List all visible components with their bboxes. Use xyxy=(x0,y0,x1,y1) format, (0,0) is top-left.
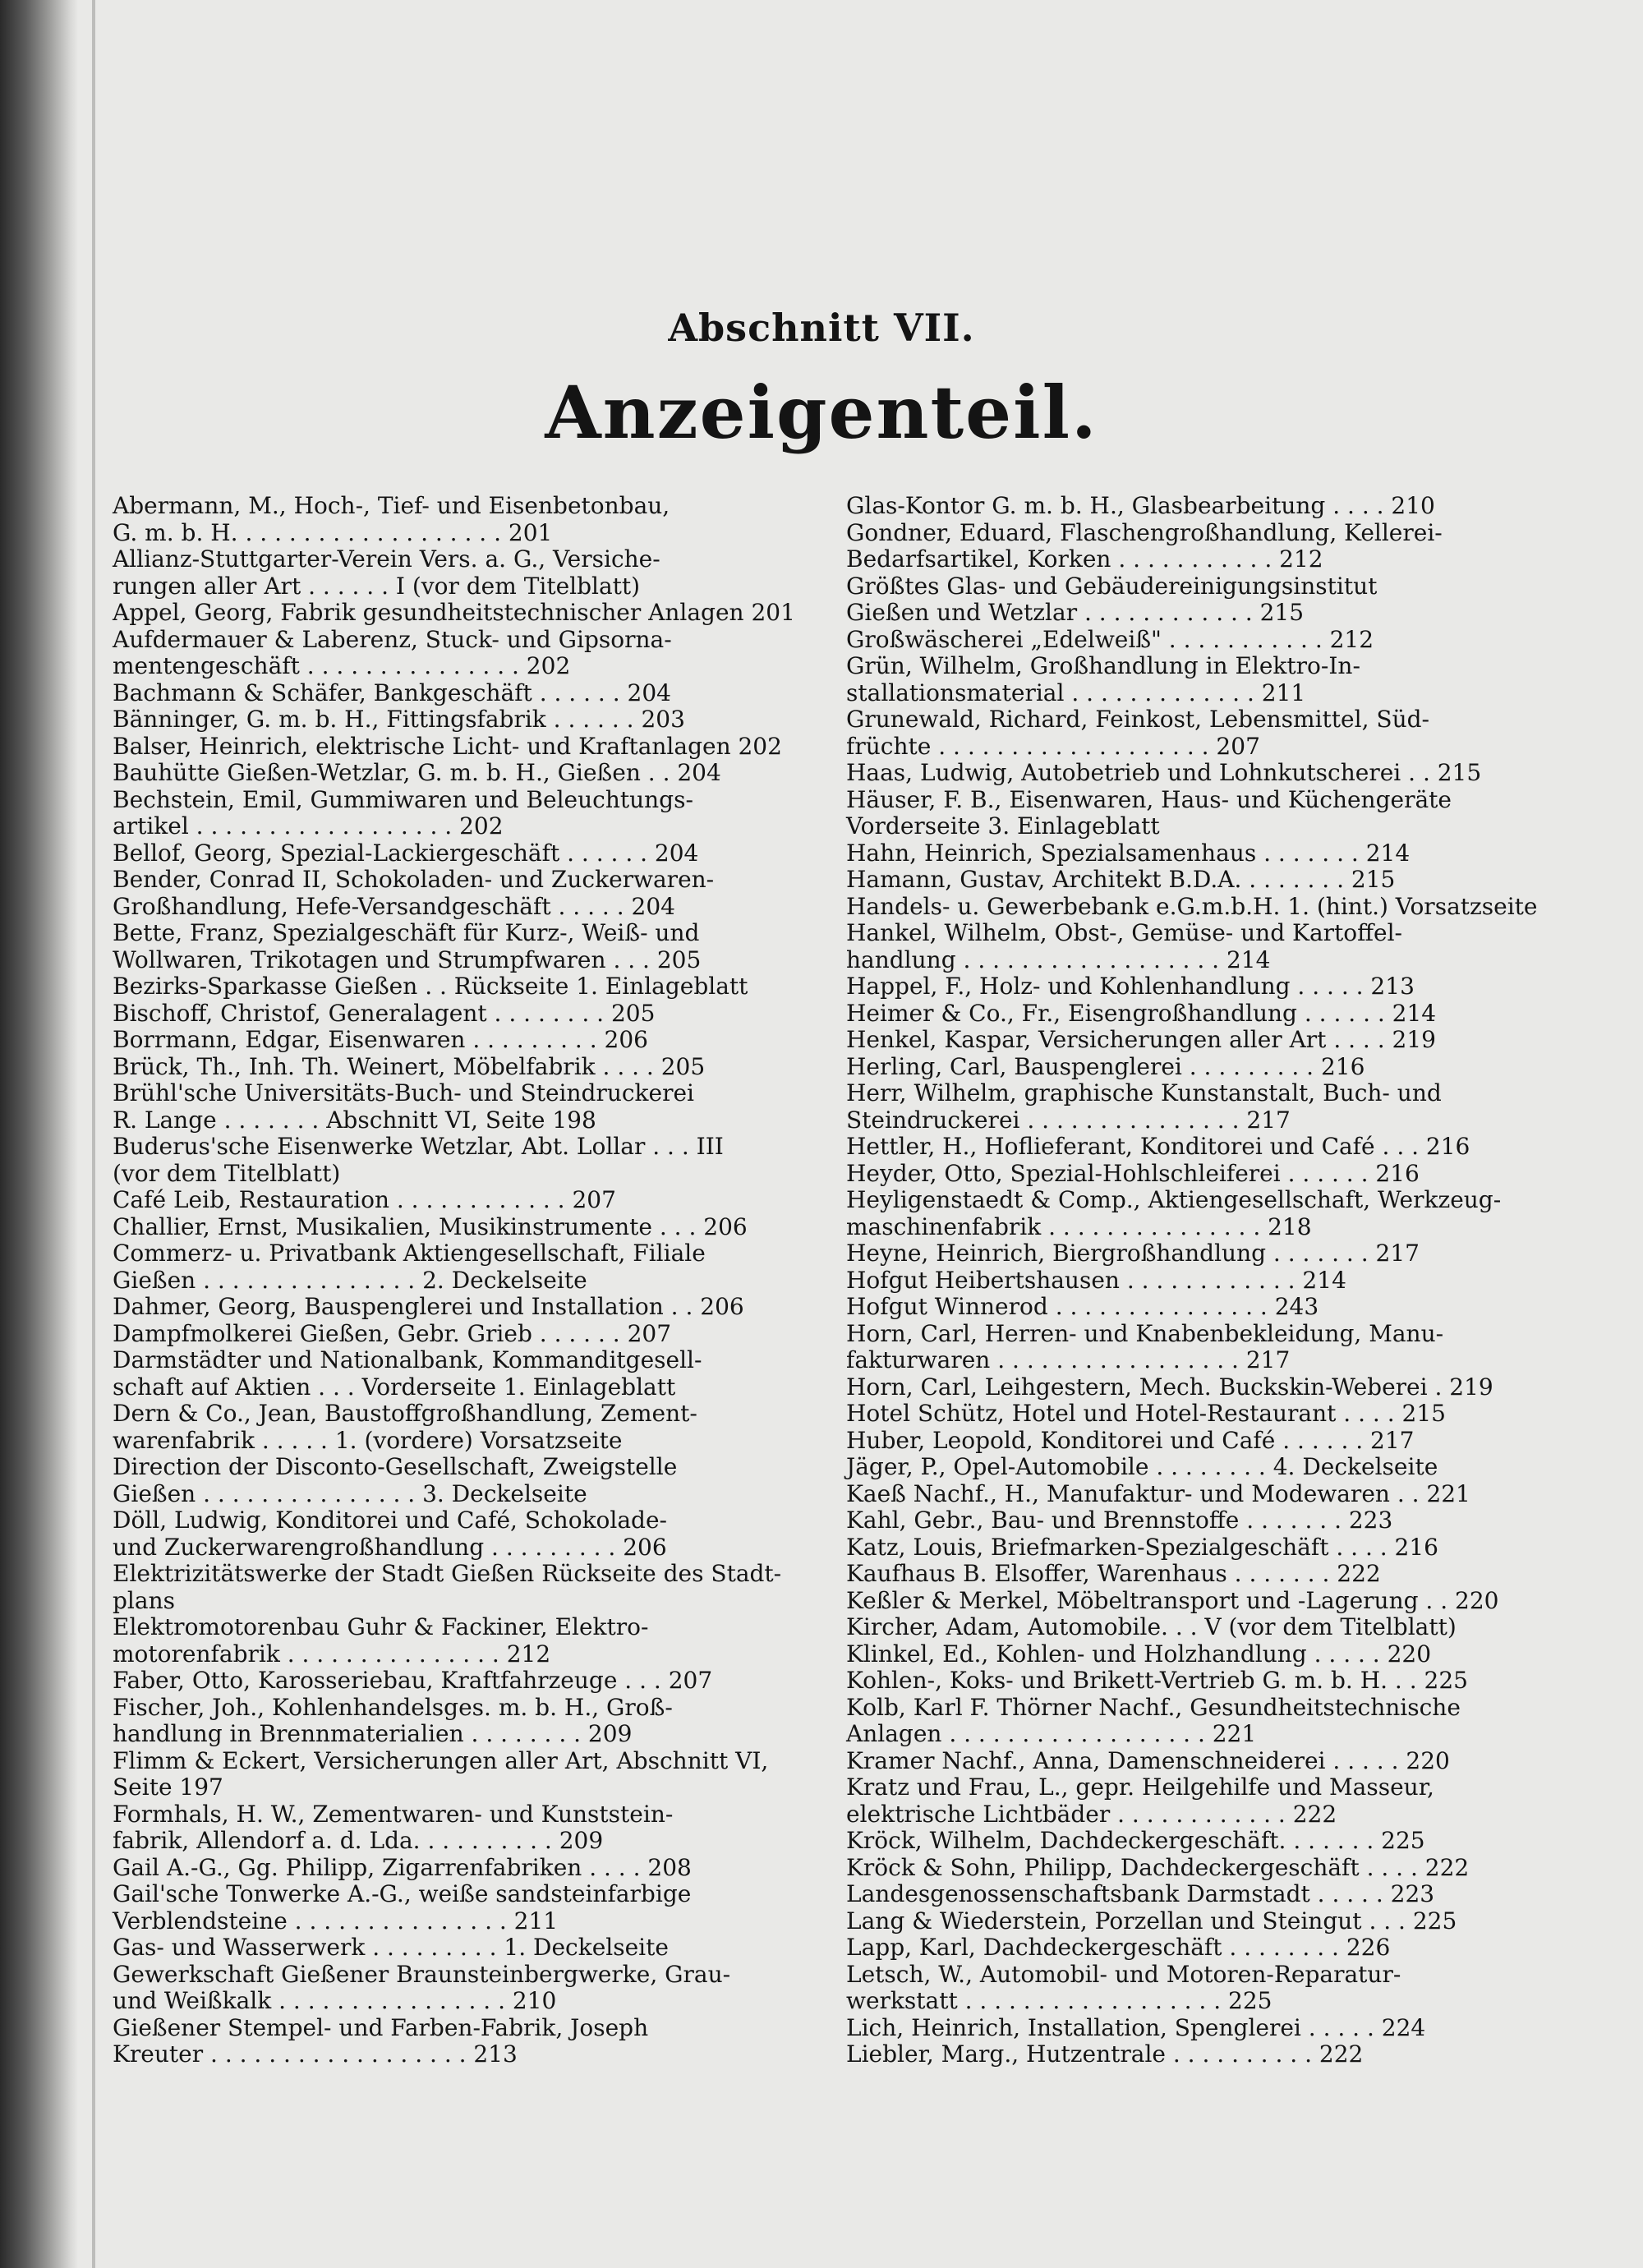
index-line: fabrik, Allendorf a. d. Lda. . . . . . . . . . 209 xyxy=(113,1827,604,1854)
index-line: Kramer Nachf., Anna, Damenschneiderei . . . . . 220 xyxy=(846,1746,1450,1774)
index-line: schaft auf Aktien . . . Vorderseite 1. Einlageblatt xyxy=(113,1373,676,1401)
index-line: Abermann, M., Hoch-, Tief- und Eisenbetonbau, xyxy=(113,492,670,519)
index-line: handlung . . . . . . . . . . . . . . . . . . 214 xyxy=(846,945,1271,973)
index-line: Flimm & Eckert, Versicherungen aller Art, Abschnitt VI, xyxy=(113,1746,769,1774)
index-line: Gail A.-G., Gg. Philipp, Zigarrenfabriken . . . . 208 xyxy=(113,1853,692,1881)
index-line: Hankel, Wilhelm, Obst-, Gemüse- und Kartoffel- xyxy=(846,919,1403,946)
index-line: Seite 197 xyxy=(113,1773,223,1801)
index-line: Größtes Glas- und Gebäudereinigungsinstitut xyxy=(846,572,1378,600)
index-line: Fischer, Joh., Kohlenhandelsges. m. b. H., Groß- xyxy=(113,1693,673,1721)
index-line: warenfabrik . . . . . 1. (vordere) Vorsatzseite xyxy=(113,1426,623,1454)
index-line: Hamann, Gustav, Architekt B.D.A. . . . . . . . 215 xyxy=(846,866,1396,893)
index-line: Bedarfsartikel, Korken . . . . . . . . . . . 212 xyxy=(846,545,1323,573)
index-line: (vor dem Titelblatt) xyxy=(113,1159,341,1187)
index-line: Hotel Schütz, Hotel und Hotel-Restaurant . . . . 215 xyxy=(846,1400,1446,1427)
index-line: Kircher, Adam, Automobile. . . V (vor dem Titelblatt) xyxy=(846,1613,1457,1640)
index-line: artikel . . . . . . . . . . . . . . . . . . 202 xyxy=(113,812,504,840)
index-line: Buderus'sche Eisenwerke Wetzlar, Abt. Lollar . . . III xyxy=(113,1133,724,1160)
index-line: Hettler, H., Hoflieferant, Konditorei und Café . . . 216 xyxy=(846,1133,1470,1160)
index-line: Gießen . . . . . . . . . . . . . . . 3. Deckelseite xyxy=(113,1479,587,1507)
index-line: Herr, Wilhelm, graphische Kunstanstalt, Buch- und xyxy=(846,1079,1442,1106)
index-line: Großwäscherei „Edelweiß" . . . . . . . . . . . 212 xyxy=(846,625,1374,653)
index-line: fakturwaren . . . . . . . . . . . . . . . . . 217 xyxy=(846,1346,1291,1373)
index-line: Keßler & Merkel, Möbeltransport und -Lagerung . . 220 xyxy=(846,1586,1499,1614)
index-line: Landesgenossenschaftsbank Darmstadt . . . . . 223 xyxy=(846,1880,1435,1907)
index-line: maschinenfabrik . . . . . . . . . . . . . . . 218 xyxy=(846,1212,1312,1240)
index-line: Kröck & Sohn, Philipp, Dachdeckergeschäft . . . . 222 xyxy=(846,1853,1470,1881)
index-line: Kröck, Wilhelm, Dachdeckergeschäft. . . . . . . 225 xyxy=(846,1827,1425,1854)
index-line: Bischoff, Christof, Generalagent . . . . . . . . 205 xyxy=(113,999,656,1027)
index-line: Huber, Leopold, Konditorei und Café . . . . . . 217 xyxy=(846,1426,1415,1454)
index-line: mentengeschäft . . . . . . . . . . . . . . . 202 xyxy=(113,652,571,679)
index-line: Vorderseite 3. Einlageblatt xyxy=(846,812,1160,840)
index-line: Kaeß Nachf., H., Manufaktur- und Modewaren . . 221 xyxy=(846,1479,1470,1507)
index-line: Horn, Carl, Herren- und Knabenbekleidung, Manu- xyxy=(846,1319,1444,1347)
index-line: Gießener Stempel- und Farben-Fabrik, Joseph xyxy=(113,2013,649,2041)
index-line: Hofgut Heibertshausen . . . . . . . . . . . . 214 xyxy=(846,1266,1346,1294)
index-line: Horn, Carl, Leihgestern, Mech. Buckskin-Weberei . 219 xyxy=(846,1373,1493,1401)
index-line: Lich, Heinrich, Installation, Spenglerei . . . . . 224 xyxy=(846,2013,1426,2041)
index-line: Grunewald, Richard, Feinkost, Lebensmittel, Süd- xyxy=(846,706,1429,733)
index-line: Kreuter . . . . . . . . . . . . . . . . . . 213 xyxy=(113,2040,518,2068)
index-line: Direction der Disconto-Gesellschaft, Zweigstelle xyxy=(113,1453,678,1480)
index-line: rungen aller Art . . . . . . I (vor dem Titelblatt) xyxy=(113,572,641,600)
index-line: Brück, Th., Inh. Th. Weinert, Möbelfabrik . . . . 205 xyxy=(113,1052,706,1080)
index-line: Commerz- u. Privatbank Aktiengesellschaft, Filiale xyxy=(113,1240,706,1267)
index-line: Hahn, Heinrich, Spezialsamenhaus . . . . . . . 214 xyxy=(846,839,1411,867)
index-line: Faber, Otto, Karosseriebau, Kraftfahrzeuge . . . 207 xyxy=(113,1667,713,1694)
index-line: R. Lange . . . . . . . Abschnitt VI, Seite 198 xyxy=(113,1106,596,1134)
index-line: Bezirks-Sparkasse Gießen . . Rückseite 1. Einlageblatt xyxy=(113,973,748,1000)
index-line: Bender, Conrad II, Schokoladen- und Zuckerwaren- xyxy=(113,866,715,893)
index-line: Kratz und Frau, L., gepr. Heilgehilfe und Masseur, xyxy=(846,1773,1434,1801)
index-line: Gondner, Eduard, Flaschengroßhandlung, Kellerei- xyxy=(846,518,1443,546)
index-line: Kaufhaus B. Elsoffer, Warenhaus . . . . . . . 222 xyxy=(846,1560,1381,1587)
page-title: Anzeigenteil. xyxy=(545,370,1098,455)
index-line: Gießen und Wetzlar . . . . . . . . . . . . 215 xyxy=(846,599,1305,626)
index-line: Herling, Carl, Bauspenglerei . . . . . . . . . 216 xyxy=(846,1052,1365,1080)
index-line: Gail'sche Tonwerke A.-G., weiße sandsteinfarbige xyxy=(113,1880,692,1907)
index-line: Kohlen-, Koks- und Brikett-Vertrieb G. m. b. H. . . 225 xyxy=(846,1667,1468,1694)
index-line: Handels- u. Gewerbebank e.G.m.b.H. 1. (hint.) Vorsatzseite xyxy=(846,892,1538,920)
index-column-right xyxy=(846,493,1551,2068)
index-line: Henkel, Kaspar, Versicherungen aller Art . . . . 219 xyxy=(846,1026,1436,1053)
index-line: Häuser, F. B., Eisenwaren, Haus- und Küchengeräte xyxy=(846,785,1452,813)
index-line: Gießen . . . . . . . . . . . . . . . 2. Deckelseite xyxy=(113,1266,587,1294)
index-line: Heyligenstaedt & Comp., Aktiengesellschaft, Werkzeug- xyxy=(846,1186,1502,1213)
index-line: Steindruckerei . . . . . . . . . . . . . . . 217 xyxy=(846,1106,1291,1134)
index-line: plans xyxy=(113,1586,175,1614)
index-line: Jäger, P., Opel-Automobile . . . . . . . . 4. Deckelseite xyxy=(846,1453,1438,1480)
index-line: werkstatt . . . . . . . . . . . . . . . . . . 225 xyxy=(846,1987,1273,2014)
index-line: Großhandlung, Hefe-Versandgeschäft . . . . . 204 xyxy=(113,892,675,920)
index-line: stallationsmaterial . . . . . . . . . . . . . 211 xyxy=(846,679,1306,706)
index-line: Letsch, W., Automobil- und Motoren-Reparatur- xyxy=(846,1960,1401,1988)
index-line: Bette, Franz, Spezialgeschäft für Kurz-, Weiß- und xyxy=(113,919,700,946)
index-line: Lapp, Karl, Dachdeckergeschäft . . . . . . . . 226 xyxy=(846,1934,1391,1961)
index-line: früchte . . . . . . . . . . . . . . . . . . . 207 xyxy=(846,732,1260,760)
index-line: Bellof, Georg, Spezial-Lackiergeschäft . . . . . . 204 xyxy=(113,839,699,867)
index-line: Gas- und Wasserwerk . . . . . . . . . 1. Deckelseite xyxy=(113,1934,669,1961)
index-line: Heyne, Heinrich, Biergroßhandlung . . . . . . . 217 xyxy=(846,1240,1420,1267)
index-line: Verblendsteine . . . . . . . . . . . . . . . 211 xyxy=(113,1907,559,1934)
index-line: Elektrizitätswerke der Stadt Gießen Rückseite des Stadt- xyxy=(113,1560,782,1587)
index-line: Kahl, Gebr., Bau- und Brennstoffe . . . . . . . 223 xyxy=(846,1507,1393,1534)
index-line: Formhals, H. W., Zementwaren- und Kunststein- xyxy=(113,1800,674,1828)
index-line: Appel, Georg, Fabrik gesundheitstechnischer Anlagen 201 xyxy=(113,599,795,626)
index-line: Aufdermauer & Laberenz, Stuck- und Gipsorna- xyxy=(113,625,672,653)
index-line: Darmstädter und Nationalbank, Kommanditgesell- xyxy=(113,1346,702,1373)
index-line: motorenfabrik . . . . . . . . . . . . . . . 212 xyxy=(113,1640,551,1668)
index-line: Döll, Ludwig, Konditorei und Café, Schokolade- xyxy=(113,1507,667,1534)
section-heading: Abschnitt VII. xyxy=(668,306,975,350)
index-line: Haas, Ludwig, Autobetrieb und Lohnkutscherei . . 215 xyxy=(846,759,1482,786)
index-line: Gewerkschaft Gießener Braunsteinbergwerke, Grau- xyxy=(113,1960,731,1988)
index-line: Anlagen . . . . . . . . . . . . . . . . . . 221 xyxy=(846,1720,1257,1747)
index-line: Challier, Ernst, Musikalien, Musikinstrumente . . . 206 xyxy=(113,1212,748,1240)
index-line: Café Leib, Restauration . . . . . . . . . . . . 207 xyxy=(113,1186,616,1213)
index-line: Grün, Wilhelm, Großhandlung in Elektro-In- xyxy=(846,652,1360,679)
index-line: Heyder, Otto, Spezial-Hohlschleiferei . . . . . . 216 xyxy=(846,1159,1420,1187)
index-column-left xyxy=(113,493,829,2068)
index-line: Dern & Co., Jean, Baustoffgroßhandlung, Zement- xyxy=(113,1400,697,1427)
index-line: Glas-Kontor G. m. b. H., Glasbearbeitung . . . . 210 xyxy=(846,492,1435,519)
index-line: Bauhütte Gießen-Wetzlar, G. m. b. H., Gießen . . 204 xyxy=(113,759,721,786)
index-line: Borrmann, Edgar, Eisenwaren . . . . . . . . . 206 xyxy=(113,1026,648,1053)
index-line: elektrische Lichtbäder . . . . . . . . . . . . 222 xyxy=(846,1800,1337,1828)
index-line: und Zuckerwarengroßhandlung . . . . . . . . . 206 xyxy=(113,1533,667,1561)
index-line: Allianz-Stuttgarter-Verein Vers. a. G., Versiche- xyxy=(113,545,660,573)
index-line: und Weißkalk . . . . . . . . . . . . . . . . 210 xyxy=(113,1987,557,2014)
index-line: Katz, Louis, Briefmarken-Spezialgeschäft . . . . 216 xyxy=(846,1533,1438,1561)
index-line: Elektromotorenbau Guhr & Fackiner, Elektro- xyxy=(113,1613,649,1640)
index-line: handlung in Brennmaterialien . . . . . . . . 209 xyxy=(113,1720,633,1747)
index-line: Bänninger, G. m. b. H., Fittingsfabrik . . . . . . 203 xyxy=(113,706,685,733)
index-line: Hofgut Winnerod . . . . . . . . . . . . . . . 243 xyxy=(846,1293,1319,1320)
index-line: Kolb, Karl F. Thörner Nachf., Gesundheitstechnische xyxy=(846,1693,1461,1721)
index-line: Happel, F., Holz- und Kohlenhandlung . . . . . 213 xyxy=(846,973,1415,1000)
index-line: Dahmer, Georg, Bauspenglerei und Installation . . 206 xyxy=(113,1293,744,1320)
index-line: Klinkel, Ed., Kohlen- und Holzhandlung . . . . . 220 xyxy=(846,1640,1432,1668)
index-line: Wollwaren, Trikotagen und Strumpfwaren . . . 205 xyxy=(113,945,702,973)
index-line: Dampfmolkerei Gießen, Gebr. Grieb . . . . . . 207 xyxy=(113,1319,672,1347)
index-line: Bechstein, Emil, Gummiwaren und Beleuchtungs- xyxy=(113,785,693,813)
index-line: Bachmann & Schäfer, Bankgeschäft . . . . . . 204 xyxy=(113,679,671,706)
index-line: G. m. b. H. . . . . . . . . . . . . . . . . . . 201 xyxy=(113,518,553,546)
index-line: Balser, Heinrich, elektrische Licht- und Kraftanlagen 202 xyxy=(113,732,782,760)
index-line: Brühl'sche Universitäts-Buch- und Steindruckerei xyxy=(113,1079,694,1106)
index-line: Lang & Wiederstein, Porzellan und Steingut . . . 225 xyxy=(846,1907,1457,1934)
index-line: Liebler, Marg., Hutzentrale . . . . . . . . . . 222 xyxy=(846,2040,1364,2068)
index-line: Heimer & Co., Fr., Eisengroßhandlung . . . . . . 214 xyxy=(846,999,1437,1027)
